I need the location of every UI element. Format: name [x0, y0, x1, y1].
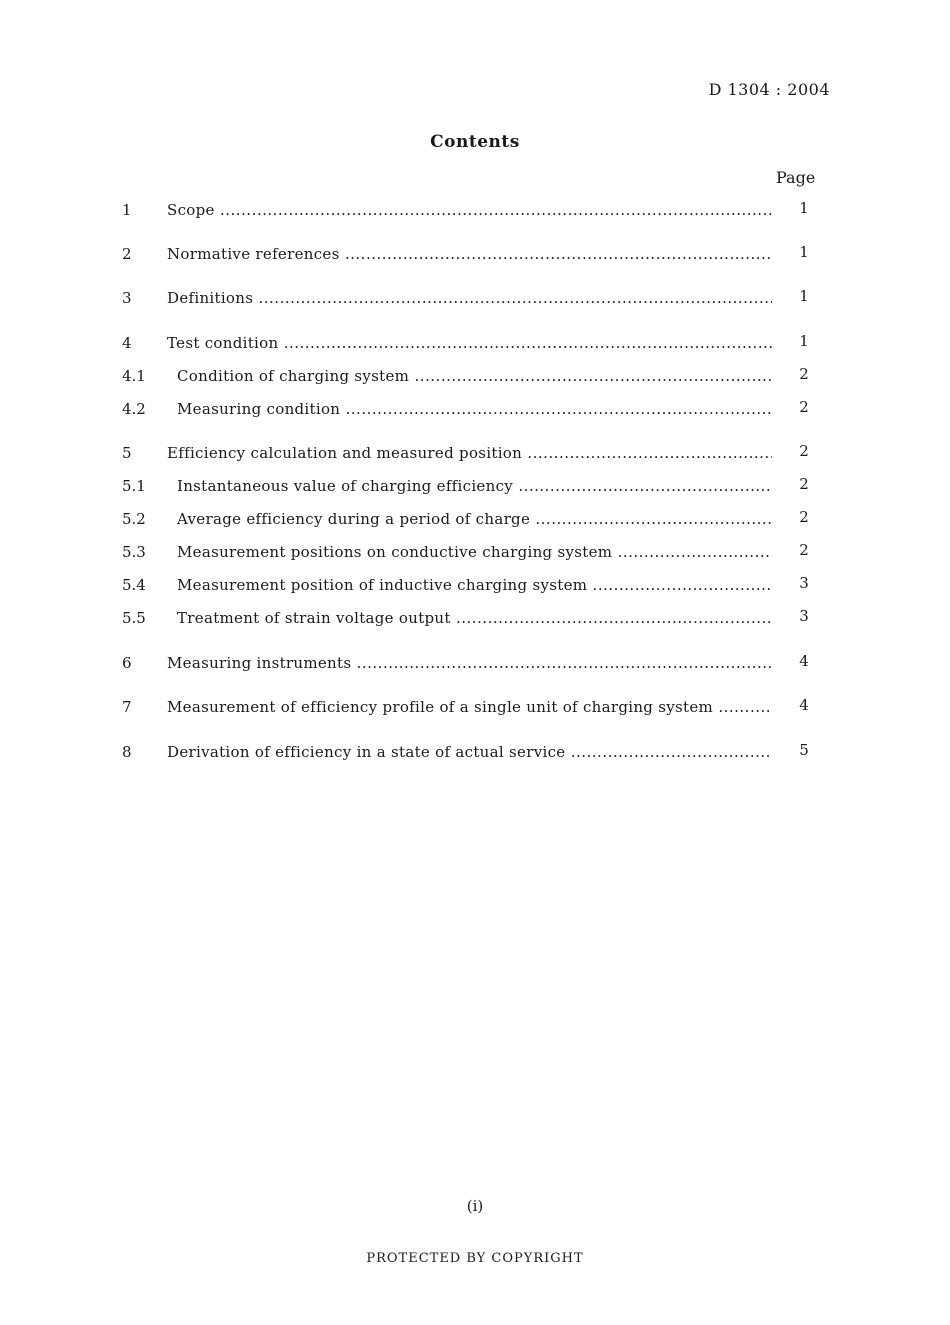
toc-entry-1[interactable] [122, 199, 822, 221]
toc-title: Test condition ..... [167, 332, 772, 354]
toc-number: 5.2 [122, 510, 146, 528]
toc-page-number: 4 [799, 696, 809, 714]
toc-number: 4.1 [122, 367, 146, 385]
toc-page-number: 3 [799, 574, 809, 592]
toc-page-number: 1 [799, 332, 809, 350]
toc-page-number: 4 [799, 652, 809, 670]
toc-page-number: 5 [799, 741, 809, 759]
toc-page-number: 1 [799, 199, 809, 217]
contents-title: Contents [430, 132, 520, 152]
toc-page-number: 1 [799, 243, 809, 261]
toc-page-number: 2 [799, 365, 809, 383]
toc-number: 5.3 [122, 543, 146, 561]
toc-page-number: 2 [799, 541, 809, 559]
toc-number: 5.1 [122, 477, 146, 495]
toc-number: 7 [122, 698, 132, 716]
toc-entry-5-3[interactable] [122, 541, 822, 563]
toc-entry-5-5[interactable] [122, 607, 822, 629]
toc-title: Treatment of strain voltage output ..... [177, 607, 772, 629]
toc-entry-4-2[interactable] [122, 398, 822, 420]
toc-title: Normative references ..... [167, 243, 772, 265]
toc-entry-8[interactable] [122, 741, 822, 763]
toc-page-number: 2 [799, 398, 809, 416]
toc-title: Measurement positions on conductive charging system ..... [177, 541, 772, 563]
toc-entry-6[interactable] [122, 652, 822, 674]
toc-number: 1 [122, 201, 132, 219]
toc-title: Measurement position of inductive charging system ..... [177, 574, 772, 596]
toc-page-number: 1 [799, 287, 809, 305]
document-identifier: D 1304 : 2004 [708, 80, 830, 99]
copyright-notice: PROTECTED BY COPYRIGHT [366, 1251, 584, 1266]
page-number: (i) [466, 1197, 484, 1215]
toc-number: 8 [122, 743, 132, 761]
toc-title: Measurement of efficiency profile of a single unit of charging system ..... [167, 696, 772, 718]
toc-title: Definitions ..... [167, 287, 772, 309]
toc-title: Condition of charging system ..... [177, 365, 772, 387]
toc-entry-5-2[interactable] [122, 508, 822, 530]
toc-number: 5 [122, 444, 132, 462]
toc-entry-7[interactable] [122, 696, 822, 718]
toc-number: 5.5 [122, 609, 146, 627]
toc-number: 5.4 [122, 576, 146, 594]
toc-title: Measuring instruments ..... [167, 652, 772, 674]
toc-page-number: 3 [799, 607, 809, 625]
toc-title: Instantaneous value of charging efficiency ..... [177, 475, 772, 497]
toc-number: 3 [122, 289, 132, 307]
toc-title: Measuring condition ..... [177, 398, 772, 420]
toc-page-number: 2 [799, 508, 809, 526]
page-column-label: Page [776, 168, 816, 187]
toc-title: Scope ..... [167, 199, 772, 221]
toc-title: Efficiency calculation and measured position ..... [167, 442, 772, 464]
toc-title: Average efficiency during a period of charge ..... [177, 508, 772, 530]
toc-entry-3[interactable] [122, 287, 822, 309]
toc-entry-5-4[interactable] [122, 574, 822, 596]
toc-number: 4 [122, 334, 132, 352]
toc-number: 6 [122, 654, 132, 672]
toc-page-number: 2 [799, 475, 809, 493]
toc-number: 4.2 [122, 400, 146, 418]
toc-entry-2[interactable] [122, 243, 822, 265]
toc-title: Derivation of efficiency in a state of actual service ..... [167, 741, 772, 763]
toc-number: 2 [122, 245, 132, 263]
toc-entry-4-1[interactable] [122, 365, 822, 387]
toc-entry-4[interactable] [122, 332, 822, 354]
toc-entry-5[interactable] [122, 442, 822, 464]
toc-page-number: 2 [799, 442, 809, 460]
toc-entry-5-1[interactable] [122, 475, 822, 497]
